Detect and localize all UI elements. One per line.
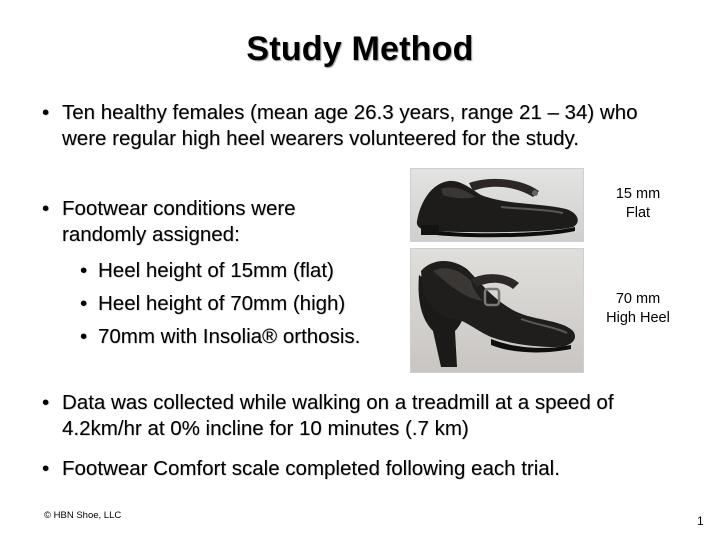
bullet-dot: • [42, 197, 50, 220]
high-heel-caption-height: 70 mm [615, 291, 661, 307]
high-heel-illustration [411, 249, 583, 372]
bullet-treadmill [42, 390, 662, 442]
bullet-dot: • [42, 391, 50, 414]
bullet-text: Ten healthy females (mean age 26.3 years, range 21 – 34) who were regular high heel wearers volunteered for the study. [62, 101, 638, 150]
bullet-text: Data was collected while walking on a treadmill at a speed of 4.2km/hr at 0% incline for 10 minutes (.7 km) [62, 391, 614, 440]
copyright-footer: © HBN Shoe, LLC [44, 510, 122, 521]
bullet-dot: • [80, 259, 88, 282]
sub-bullet-flat [80, 258, 334, 284]
high-heel-caption-label: High Heel [606, 310, 670, 326]
bullet-dot: • [42, 457, 50, 480]
bullet-footwear-conditions [42, 196, 362, 248]
bullet-text: Footwear Comfort scale completed following each trial. [62, 457, 560, 480]
bullet-comfort-scale [42, 456, 682, 482]
flat-caption-height: 15 mm [615, 186, 661, 202]
bullet-dot: • [80, 325, 88, 348]
bullet-dot: • [42, 101, 50, 124]
high-heel-photo [410, 248, 584, 373]
bullet-participants [42, 100, 662, 152]
sub-bullet-text: Heel height of 70mm (high) [98, 292, 346, 315]
bullet-text: Footwear conditions were randomly assigned: [62, 197, 296, 246]
high-heel-caption [588, 290, 688, 328]
sub-bullet-text: 70mm with Insolia® orthosis. [98, 325, 361, 348]
flat-shoe-caption [588, 185, 688, 223]
page-number: 1 [697, 514, 704, 528]
flat-caption-label: Flat [625, 205, 651, 221]
sub-bullet-orthosis [80, 324, 361, 350]
sub-bullet-high [80, 291, 346, 317]
slide-title: Study Method [246, 30, 474, 68]
flat-shoe-photo [410, 168, 584, 242]
bullet-dot: • [80, 292, 88, 315]
sub-bullet-text: Heel height of 15mm (flat) [98, 259, 334, 282]
flat-shoe-illustration [411, 169, 583, 241]
